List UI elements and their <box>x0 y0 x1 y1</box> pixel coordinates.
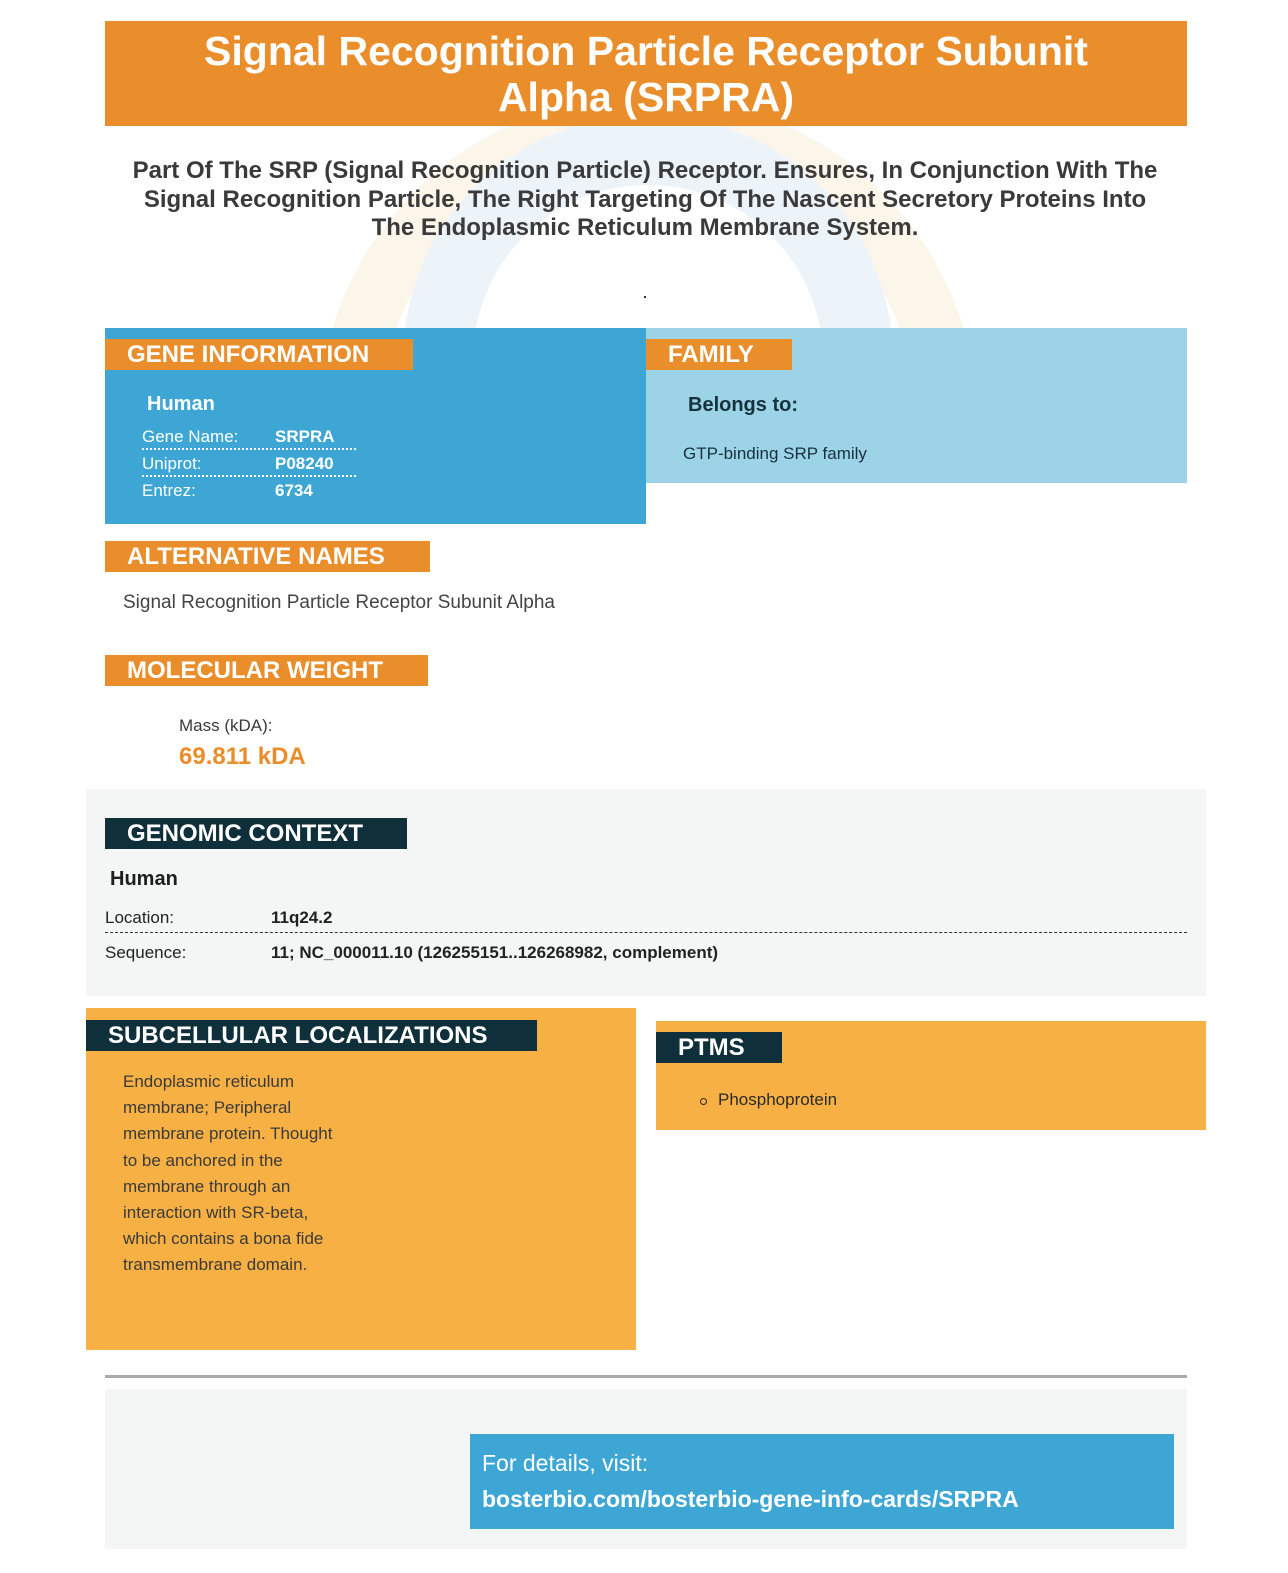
alternative-names-value: Signal Recognition Particle Receptor Subunit Alpha <box>123 592 555 613</box>
gene-info-row-entrez <box>142 477 356 504</box>
uniprot-value: P08240 <box>275 454 334 473</box>
gene-info-species: Human <box>147 393 215 415</box>
details-link-url[interactable]: bosterbio.com/bosterbio-gene-info-cards/SRPRA <box>482 1486 1019 1512</box>
details-link-intro: For details, visit: <box>482 1450 649 1476</box>
circle-bullet-icon <box>700 1098 707 1105</box>
genomic-context-heading: GENOMIC CONTEXT <box>105 818 407 849</box>
molecular-weight-heading: MOLECULAR WEIGHT <box>105 655 428 686</box>
entrez-value: 6734 <box>275 481 313 500</box>
location-value: 11q24.2 <box>271 908 333 927</box>
ptms-list-item <box>700 1090 837 1110</box>
stray-dot <box>644 296 646 298</box>
sequence-value: 11; NC_000011.10 (126255151..126268982, complement) <box>271 943 719 962</box>
location-label: Location: <box>105 908 174 927</box>
family-belongs-label: Belongs to: <box>688 394 798 416</box>
gene-name-label: Gene Name: <box>142 427 239 446</box>
gene-description: Part Of The SRP (Signal Recognition Particle) Receptor. Ensures, In Conjunction With The Signal Recognition Particle, The Right Targeting Of The Nascent Secretory Proteins Into The Endoplasmic Reticulum Membrane System. <box>132 157 1158 241</box>
family-heading: FAMILY <box>646 339 792 370</box>
family-value: GTP-binding SRP family <box>683 444 867 463</box>
ptms-heading: PTMS <box>656 1032 782 1063</box>
subcellular-localizations-heading: SUBCELLULAR LOCALIZATIONS <box>86 1020 537 1051</box>
alternative-names-heading: ALTERNATIVE NAMES <box>105 541 430 572</box>
gene-name-value: SRPRA <box>275 427 335 446</box>
gene-info-row-uniprot <box>142 450 356 477</box>
details-link-box[interactable] <box>470 1434 1174 1529</box>
mass-value: 69.811 kDA <box>179 743 306 770</box>
genomic-context-species: Human <box>110 868 178 890</box>
title-banner <box>105 21 1187 126</box>
genomic-row-location <box>105 903 1187 933</box>
gene-information-heading: GENE INFORMATION <box>105 339 413 370</box>
ptms-item-label: Phosphoprotein <box>718 1090 838 1109</box>
mass-label: Mass (kDA): <box>179 716 273 735</box>
gene-info-row-gene-name <box>142 423 356 450</box>
uniprot-label: Uniprot: <box>142 454 202 473</box>
subcellular-localizations-text: Endoplasmic reticulum membrane; Peripheral membrane protein. Thought to be anchored in the membrane through an interaction with SR-beta, which contains a bona fide transmembrane domain. <box>123 1072 333 1275</box>
genomic-row-sequence <box>105 938 1187 968</box>
entrez-label: Entrez: <box>142 481 196 500</box>
page-title: Signal Recognition Particle Receptor Subunit Alpha (SRPRA) <box>204 27 1088 120</box>
sequence-label: Sequence: <box>105 943 187 962</box>
footer-divider <box>105 1375 1187 1378</box>
